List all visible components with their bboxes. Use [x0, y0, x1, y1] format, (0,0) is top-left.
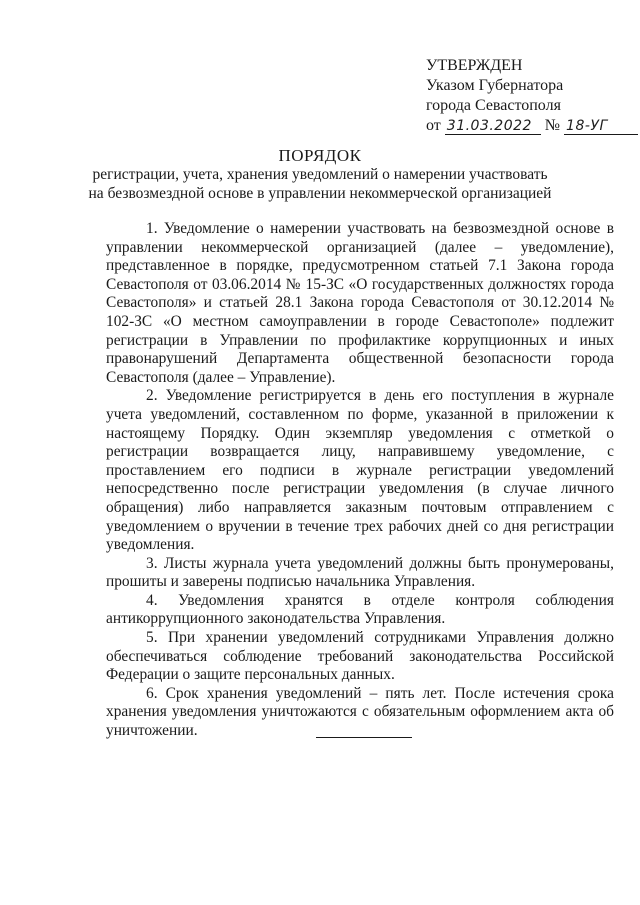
paragraph-1: 1. Уведомление о намерении участвовать на безвозмездной основе в управлении некоммерческой организацией (далее – уведомление), представленное в порядке, предусмотренном статьей 7.1 Закона города Севастополя от 03.06.2014 № 15-ЗС «О государственных должностях города Севастополя» и статьей 28.1 Закона города Севастополя от 30.12.2014 № 102-ЗС «О местном самоуправлении в городе Севастополе» подлежит регистрации в Управлении по профилактике коррупционных и иных правонарушений Департамента общественной безопасности города Севастополя (далее – Управление).: [106, 220, 614, 386]
paragraph-6: 6. Срок хранения уведомлений – пять лет. После истечения срока хранения уведомления уничтожаются с обязательным оформлением акта об уничтожении.: [106, 684, 614, 740]
approval-date-line: [426, 116, 638, 136]
approval-number-prefix: №: [544, 117, 561, 134]
approval-date-prefix: от: [426, 117, 441, 134]
document-title: ПОРЯДОК: [278, 146, 362, 165]
document-subtitle-line-2: на безвозмездной основе в управлении некоммерческой организацией: [88, 185, 552, 202]
end-divider-line: [316, 737, 412, 738]
approval-heading: УТВЕРЖДЕН: [426, 57, 523, 74]
approval-stamp-block: [426, 56, 638, 136]
document-subtitle-line-1: регистрации, учета, хранения уведомлений о намерении участвовать: [92, 166, 548, 183]
paragraph-3: 3. Листы журнала учета уведомлений должны быть пронумерованы, прошиты и заверены подписью начальника Управления.: [106, 554, 614, 591]
paragraph-5: 5. При хранении уведомлений сотрудниками Управления должно обеспечиваться соблюдение требований законодательства Российской Федерации о защите персональных данных.: [106, 629, 614, 684]
document-subtitle: [20, 165, 620, 203]
approval-date-value: 31.03.2022: [445, 119, 541, 135]
approval-by: Указом Губернатора: [426, 77, 564, 94]
document-body: [106, 220, 614, 741]
paragraph-4: 4. Уведомления хранятся в отделе контроля соблюдения антикоррупционного законодательства Управления.: [106, 591, 614, 628]
approval-number-value: 18-УГ: [564, 119, 638, 135]
paragraph-2: 2. Уведомление регистрируется в день его поступления в журнале учета уведомлений, составленном по форме, указанной в приложении к настоящему Порядку. Один экземпляр уведомления с отметкой о регистрации возвращается лицу, направившему уведомление, с проставлением его подписи в журнале регистрации уведомлений непосредственно после регистрации уведомления (в случае личного обращения) либо направляется заказным почтовым отправлением с уведомлением о вручении в течение трех рабочих дней со дня регистрации уведомления.: [106, 387, 614, 554]
approval-city: города Севастополя: [426, 97, 561, 114]
